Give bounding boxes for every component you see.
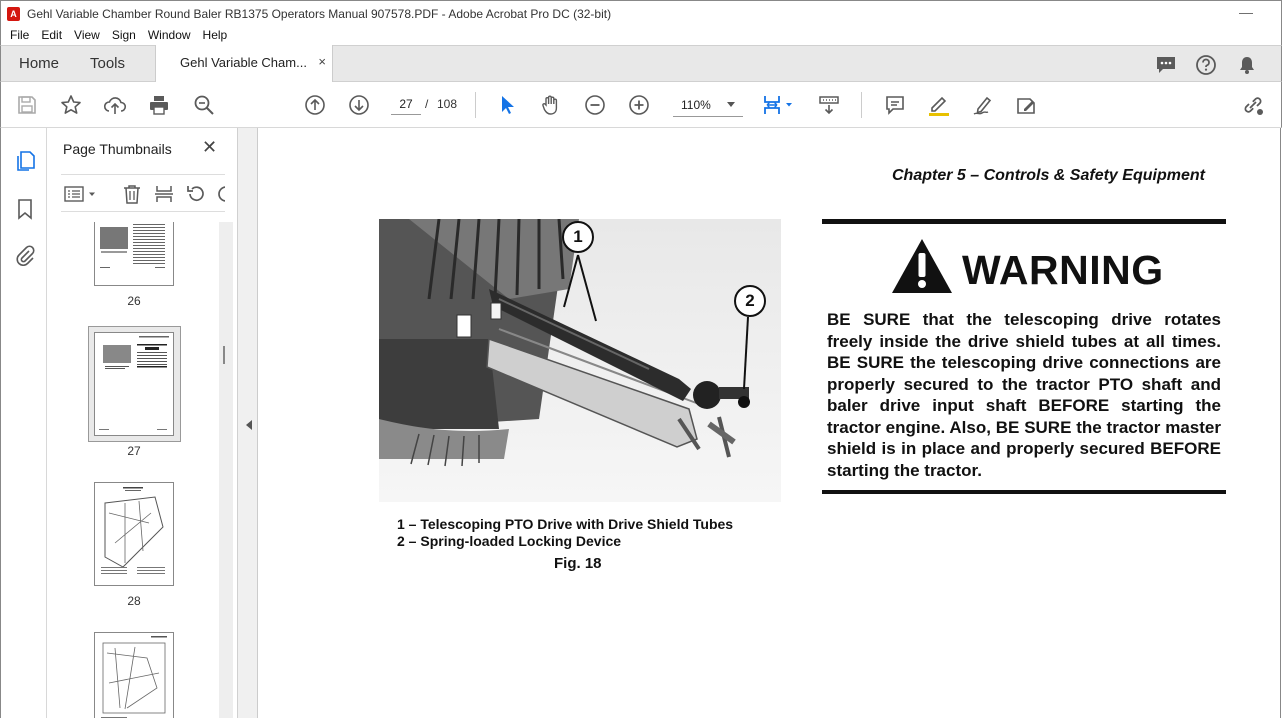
rotate-page-icon[interactable]	[185, 183, 207, 205]
left-navigation-rail	[0, 128, 47, 718]
window-title: Gehl Variable Chamber Round Baler RB1375 Operators Manual 907578.PDF - Adobe Acrobat Pro DC (32-bit)	[27, 6, 612, 21]
fill-sign-icon[interactable]	[1014, 93, 1038, 117]
search-zoom-icon[interactable]	[192, 93, 216, 117]
collapse-panel-arrow-icon[interactable]	[246, 420, 252, 430]
menu-file[interactable]: File	[10, 27, 30, 42]
acrobat-app-icon: A	[7, 7, 20, 21]
panel-splitter[interactable]	[238, 128, 258, 718]
previous-page-icon[interactable]	[303, 93, 327, 117]
page-separator: /	[425, 97, 429, 111]
toolbar-divider	[861, 92, 862, 118]
thumbnail-page[interactable]	[94, 332, 174, 436]
menu-help[interactable]: Help	[202, 27, 228, 42]
main-toolbar	[0, 82, 1282, 128]
chevron-down-icon	[727, 102, 735, 107]
menu-bar	[0, 24, 1282, 45]
page-thumbnails-panel	[47, 128, 238, 718]
share-link-icon[interactable]	[1241, 93, 1265, 117]
save-icon[interactable]	[15, 93, 39, 117]
figure-label: Fig. 18	[554, 555, 602, 572]
bookmarks-icon[interactable]	[14, 198, 36, 220]
tab-tools[interactable]: Tools	[90, 55, 126, 72]
print-icon[interactable]	[147, 93, 171, 117]
page-fit-icon[interactable]	[761, 93, 797, 117]
menu-window[interactable]: Window	[147, 27, 191, 42]
tab-document-label: Gehl Variable Cham...	[180, 55, 307, 70]
tab-bar	[0, 45, 1282, 82]
share-upload-icon[interactable]	[103, 93, 127, 117]
figure-photo	[379, 219, 781, 502]
insert-page-icon[interactable]	[153, 183, 175, 205]
add-comment-icon[interactable]	[883, 93, 907, 117]
figure-caption-item-1: 1 – Telescoping PTO Drive with Drive Shield Tubes	[397, 516, 734, 532]
chapter-header: Chapter 5 – Controls & Safety Equipment	[892, 167, 1205, 184]
callout-2: 2	[734, 285, 766, 317]
page-thumbnails-icon[interactable]	[14, 150, 36, 172]
menu-sign[interactable]: Sign	[111, 27, 136, 42]
scroll-mode-icon[interactable]	[817, 93, 841, 117]
close-panel-icon[interactable]: ✕	[202, 137, 218, 157]
notifications-bell-icon[interactable]	[1236, 54, 1258, 76]
thumbnails-list	[61, 222, 219, 718]
zoom-level-value: 110%	[681, 98, 711, 112]
menu-edit[interactable]: Edit	[41, 27, 63, 42]
draw-freehand-icon[interactable]	[971, 93, 995, 117]
highlight-pen-icon[interactable]	[927, 93, 951, 117]
document-view	[258, 128, 1281, 718]
tab-document[interactable]	[155, 45, 333, 83]
tab-home[interactable]: Home	[19, 55, 60, 72]
warning-box	[822, 219, 1226, 495]
warning-title: WARNING	[962, 247, 1164, 293]
thumbnail-page[interactable]	[94, 482, 174, 586]
callout-1: 1	[562, 221, 594, 253]
resize-grip[interactable]	[223, 346, 225, 364]
title-bar	[0, 0, 1282, 26]
zoom-in-icon[interactable]	[627, 93, 651, 117]
toolbar-divider	[475, 92, 476, 118]
thumbnail-page-label: 28	[127, 594, 141, 608]
thumbnail-page-label: 27	[127, 444, 141, 458]
menu-view[interactable]: View	[74, 27, 100, 42]
hand-tool-icon[interactable]	[539, 93, 563, 117]
delete-trash-icon[interactable]	[121, 183, 143, 205]
minimize-icon[interactable]: —	[1239, 4, 1253, 20]
close-tab-icon[interactable]: ×	[318, 54, 326, 69]
thumbnails-options-bar	[61, 174, 225, 212]
zoom-level-dropdown[interactable]	[673, 93, 743, 117]
attachments-paperclip-icon[interactable]	[14, 244, 36, 266]
warning-triangle-icon	[890, 237, 954, 295]
thumbnail-page[interactable]	[94, 632, 174, 718]
help-icon[interactable]	[1195, 54, 1217, 76]
thumbnail-page-label: 26	[127, 294, 141, 308]
thumbnails-scrollbar[interactable]	[219, 222, 233, 718]
next-page-icon[interactable]	[347, 93, 371, 117]
thumbnail-page[interactable]	[94, 222, 174, 286]
select-cursor-icon[interactable]	[495, 93, 519, 117]
page-number-input[interactable]	[391, 93, 421, 115]
bookmark-star-icon[interactable]	[59, 93, 83, 117]
comment-bubble-icon[interactable]	[1155, 54, 1177, 76]
warning-text: BE SURE that the telescoping drive rotates freely inside the drive shield tubes at all times. BE SURE the telescoping drive connections are properly secured to the tractor PTO shaft and baler drive input shaft BEFORE starting the tractor engine. Also, BE SURE the tractor master shield is in place and properly secured BEFORE starting the tractor.	[827, 310, 1221, 480]
panel-title: Page Thumbnails	[63, 141, 172, 157]
options-menu-icon[interactable]	[63, 183, 99, 205]
figure-caption-item-2: 2 – Spring-loaded Locking Device	[397, 533, 622, 549]
warning-bottom-rule	[822, 490, 1226, 494]
more-tools-icon[interactable]	[215, 183, 225, 205]
total-pages: 108	[437, 97, 458, 111]
warning-top-rule	[822, 219, 1226, 224]
zoom-out-icon[interactable]	[583, 93, 607, 117]
